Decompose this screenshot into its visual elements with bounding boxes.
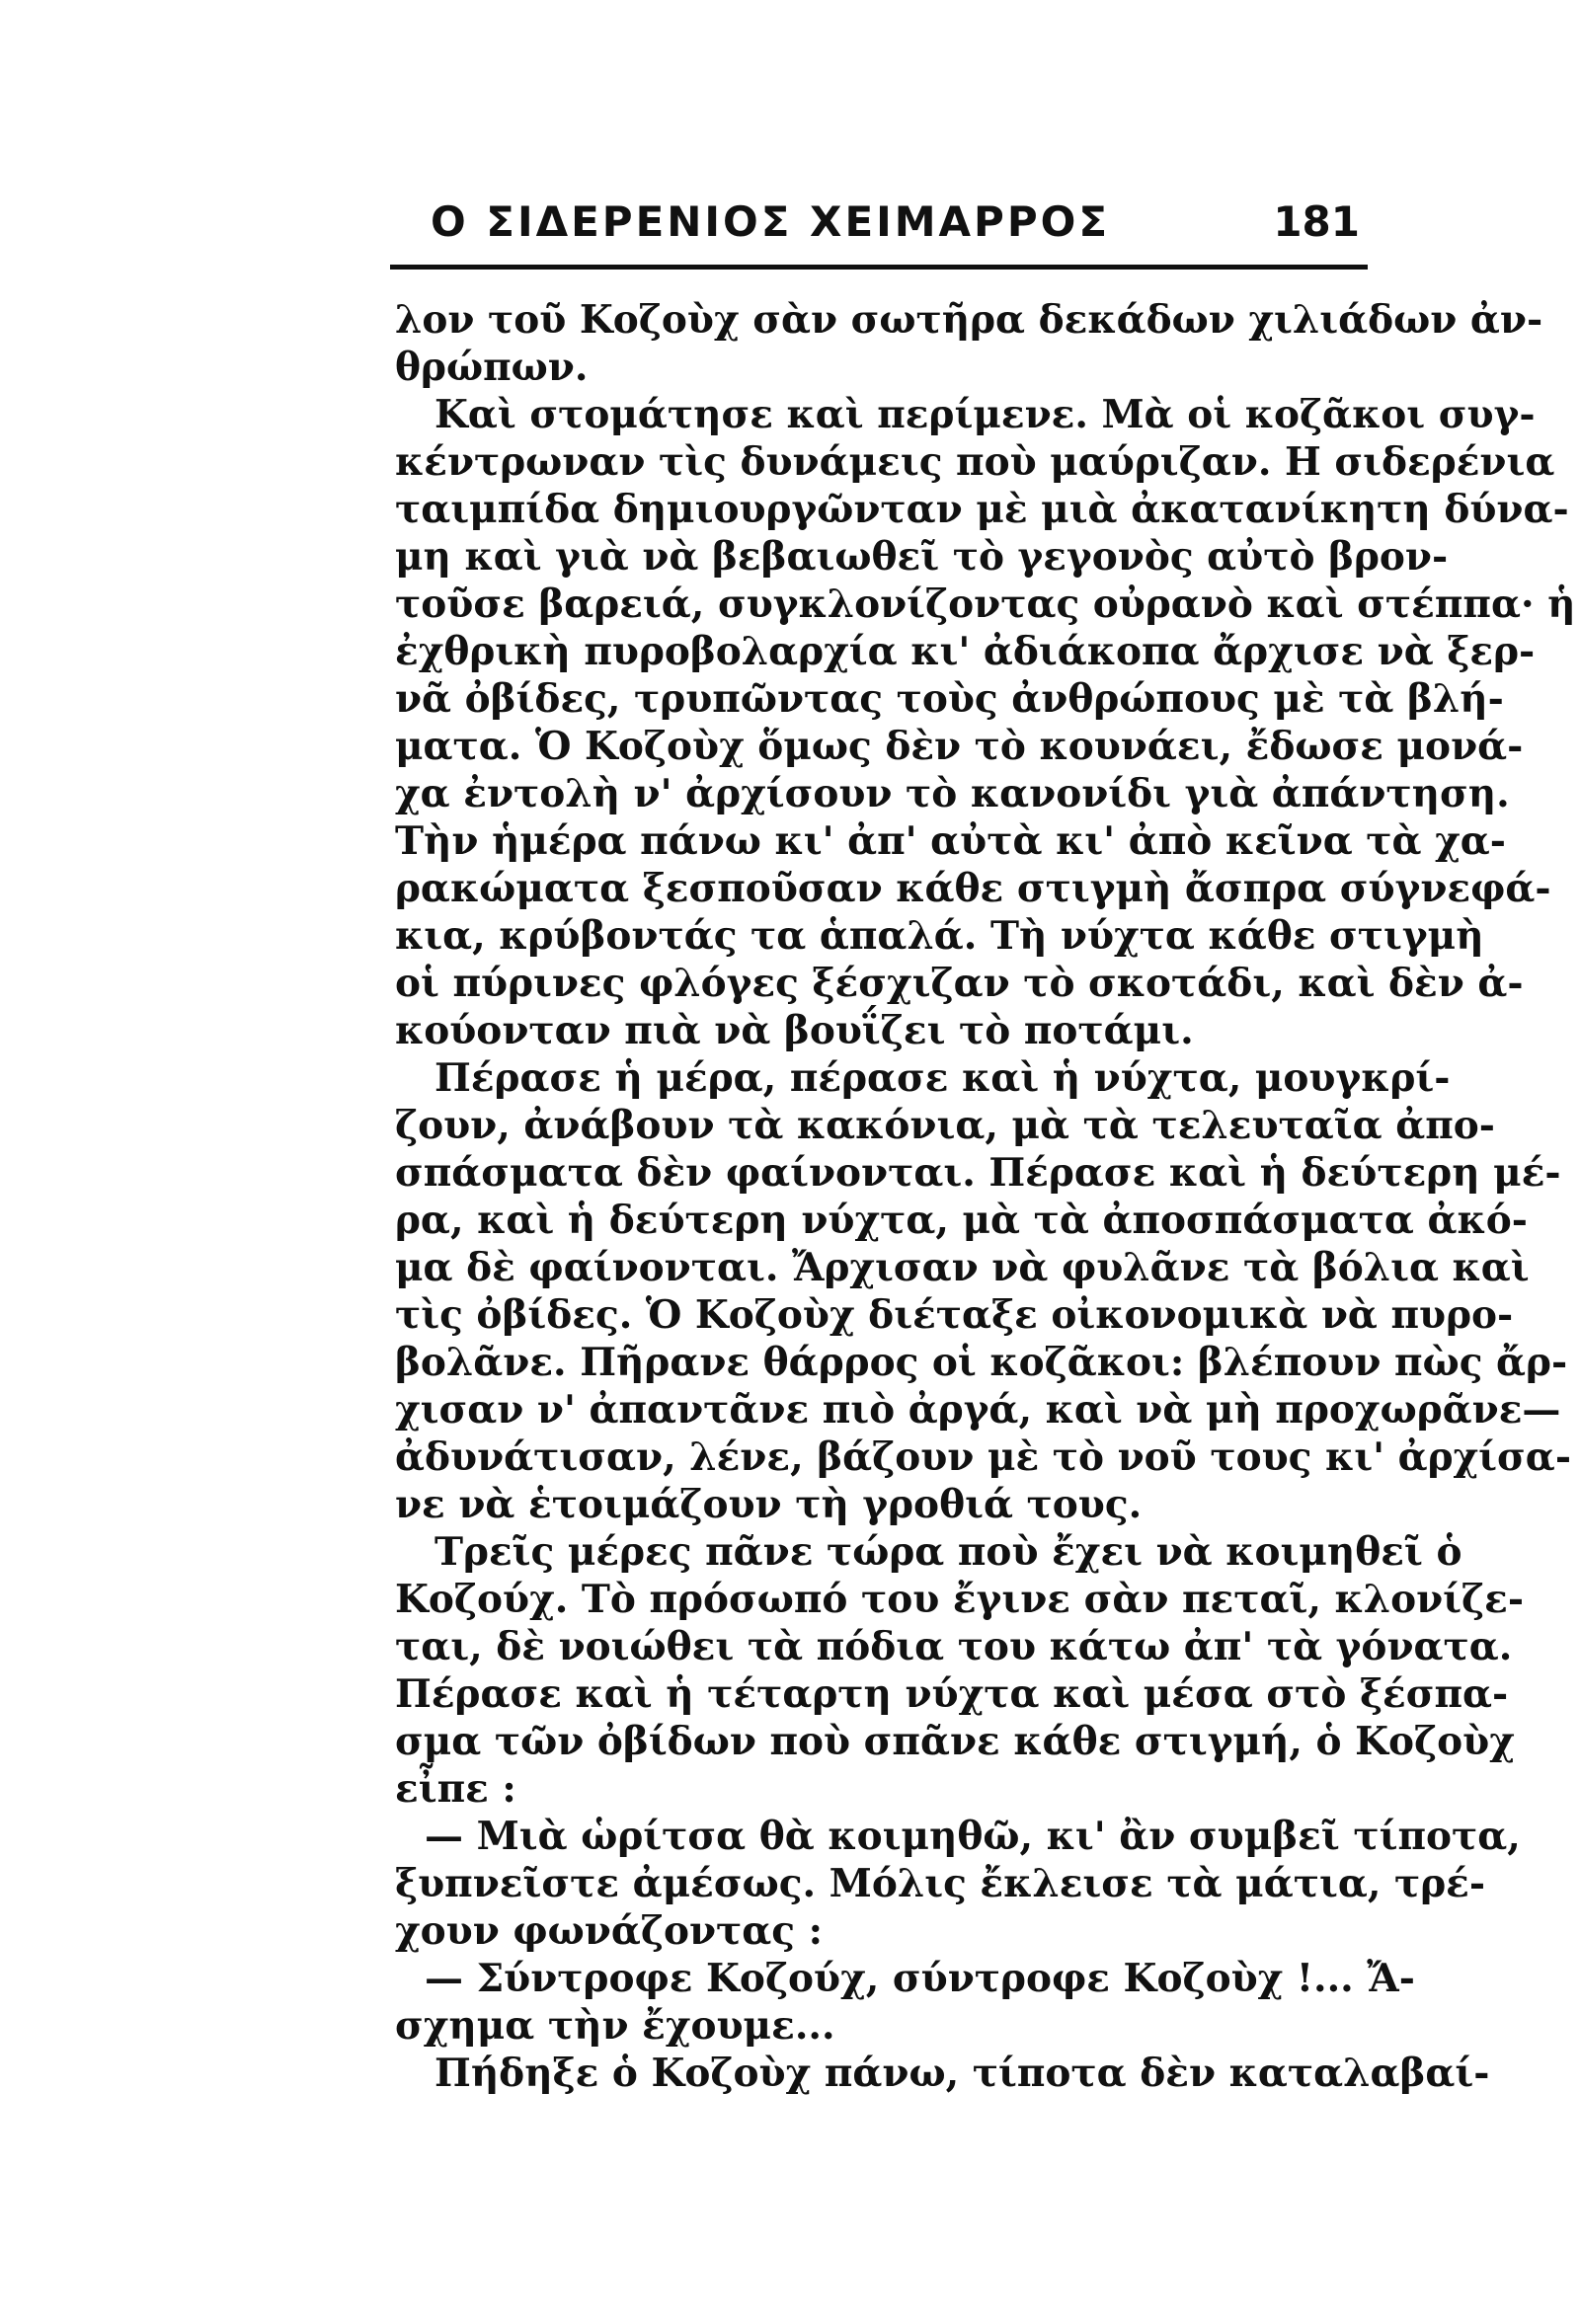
text-line: κια, κρύβοντάς τα ἁπαλά. Τὴ νύχτα κάθε στιγμὴ	[395, 913, 1484, 959]
text-line: Τὴν ἡμέρα πάνω κι' ἀπ' αὐτὰ κι' ἀπὸ κεῖνα τὰ χα-	[395, 818, 1506, 864]
text-line: ρα, καὶ ἡ δεύτερη νύχτα, μὰ τὰ ἀποσπάσματα ἀκό-	[395, 1198, 1528, 1243]
text-line: θρώπων.	[395, 345, 589, 390]
text-line: σχημα τὴν ἔχουμε...	[395, 2003, 835, 2049]
text-line: μη καὶ γιὰ νὰ βεβαιωθεῖ τὸ γεγονὸς αὐτὸ βρον-	[395, 534, 1449, 580]
text-line: ματα. Ὁ Κοζοὺχ ὅμως δὲν τὸ κουνάει, ἔδωσε μονά-	[395, 724, 1524, 769]
text-line: οἱ πύρινες φλόγες ξέσχιζαν τὸ σκοτάδι, καὶ δὲν ἀ-	[395, 961, 1524, 1006]
text-line: ται, δὲ νοιώθει τὰ πόδια του κάτω ἀπ' τὰ γόνατα.	[395, 1624, 1513, 1669]
text-line: εἶπε :	[395, 1766, 516, 1812]
text-line: Πέρασε καὶ ἡ τέταρτη νύχτα καὶ μέσα στὸ ξέσπα-	[395, 1671, 1509, 1717]
header-rule	[390, 265, 1368, 270]
text-line: κούονταν πιὰ νὰ βουΐζει τὸ ποτάμι.	[395, 1008, 1194, 1053]
text-line: σμα τῶν ὀβίδων ποὺ σπᾶνε κάθε στιγμή, ὁ Κοζοὺχ	[395, 1719, 1515, 1764]
text-line: Πέρασε ἡ μέρα, πέρασε καὶ ἡ νύχτα, μουγκρί-	[434, 1055, 1451, 1101]
text-line: ἀδυνάτισαν, λένε, βάζουν μὲ τὸ νοῦ τους κι' ἀρχίσα-	[395, 1434, 1572, 1480]
text-line: λον τοῦ Κοζοὺχ σὰν σωτῆρα δεκάδων χιλιάδων ἀν-	[395, 297, 1543, 343]
body-text	[395, 296, 1576, 2097]
text-line: χισαν ν' ἀπαντᾶνε πιὸ ἀργά, καὶ νὰ μὴ προχωρᾶνε—	[395, 1387, 1561, 1433]
text-line: μα δὲ φαίνονται. Ἄρχισαν νὰ φυλᾶνε τὰ βόλια καὶ	[395, 1245, 1530, 1290]
text-line: ζουν, ἀνάβουν τὰ κακόνια, μὰ τὰ τελευταῖα ἀπο-	[395, 1103, 1495, 1148]
text-line: Πήδηξε ὁ Κοζοὺχ πάνω, τίποτα δὲν καταλαβαί-	[434, 2051, 1490, 2096]
text-line: κέντρωναν τὶς δυνάμεις ποὺ μαύριζαν. Η σιδερένια	[395, 439, 1555, 485]
text-line: χουν φωνάζοντας :	[395, 1908, 823, 1954]
text-line: τοῦσε βαρειά, συγκλονίζοντας οὐρανὸ καὶ στέππα· ἡ	[395, 581, 1576, 627]
page-header	[390, 197, 1378, 263]
text-line: χα ἐντολὴ ν' ἀρχίσουν τὸ κανονίδι γιὰ ἀπάντηση.	[395, 771, 1510, 816]
text-line: ξυπνεῖστε ἀμέσως. Μόλις ἔκλεισε τὰ μάτια, τρέ-	[395, 1861, 1486, 1906]
text-line: νᾶ ὀβίδες, τρυπῶντας τοὺς ἀνθρώπους μὲ τὰ βλή-	[395, 676, 1504, 722]
text-line: ταιμπίδα δημιουργῶνταν μὲ μιὰ ἀκατανίκητη δύνα-	[395, 487, 1569, 532]
text-line: τὶς ὀβίδες. Ὁ Κοζοὺχ διέταξε οἰκονομικὰ νὰ πυρο-	[395, 1292, 1514, 1338]
text-line: Τρεῖς μέρες πᾶνε τώρα ποὺ ἔχει νὰ κοιμηθεῖ ὁ	[434, 1529, 1462, 1575]
text-line: ἐχθρικὴ πυροβολαρχία κι' ἀδιάκοπα ἄρχισε νὰ ξερ-	[395, 629, 1536, 674]
text-line: — Σύντροφε Κοζούχ, σύντροφε Κοζοὺχ !... Ἄ-	[425, 1956, 1415, 2001]
page-number: 181	[1273, 197, 1360, 246]
running-title: Ο ΣΙΔΕΡΕΝΙΟΣ ΧΕΙΜΑΡΡΟΣ	[430, 197, 1111, 246]
text-line: βολᾶνε. Πῆρανε θάρρος οἱ κοζᾶκοι: βλέπουν πὼς ἄρ-	[395, 1340, 1568, 1385]
text-line: — Μιὰ ὡρίτσα θὰ κοιμηθῶ, κι' ἂν συμβεῖ τίποτα,	[425, 1814, 1521, 1859]
text-line: Κοζούχ. Τὸ πρόσωπό του ἔγινε σὰν πεταῖ, κλονίζε-	[395, 1577, 1525, 1622]
text-line: νε νὰ ἑτοιμάζουν τὴ γροθιά τους.	[395, 1482, 1143, 1527]
text-line: σπάσματα δὲν φαίνονται. Πέρασε καὶ ἡ δεύτερη μέ-	[395, 1150, 1561, 1196]
text-line: ρακώματα ξεσποῦσαν κάθε στιγμὴ ἄσπρα σύγνεφά-	[395, 866, 1551, 911]
text-line: Καὶ στομάτησε καὶ περίμενε. Μὰ οἱ κοζᾶκοι συγ-	[434, 392, 1536, 437]
